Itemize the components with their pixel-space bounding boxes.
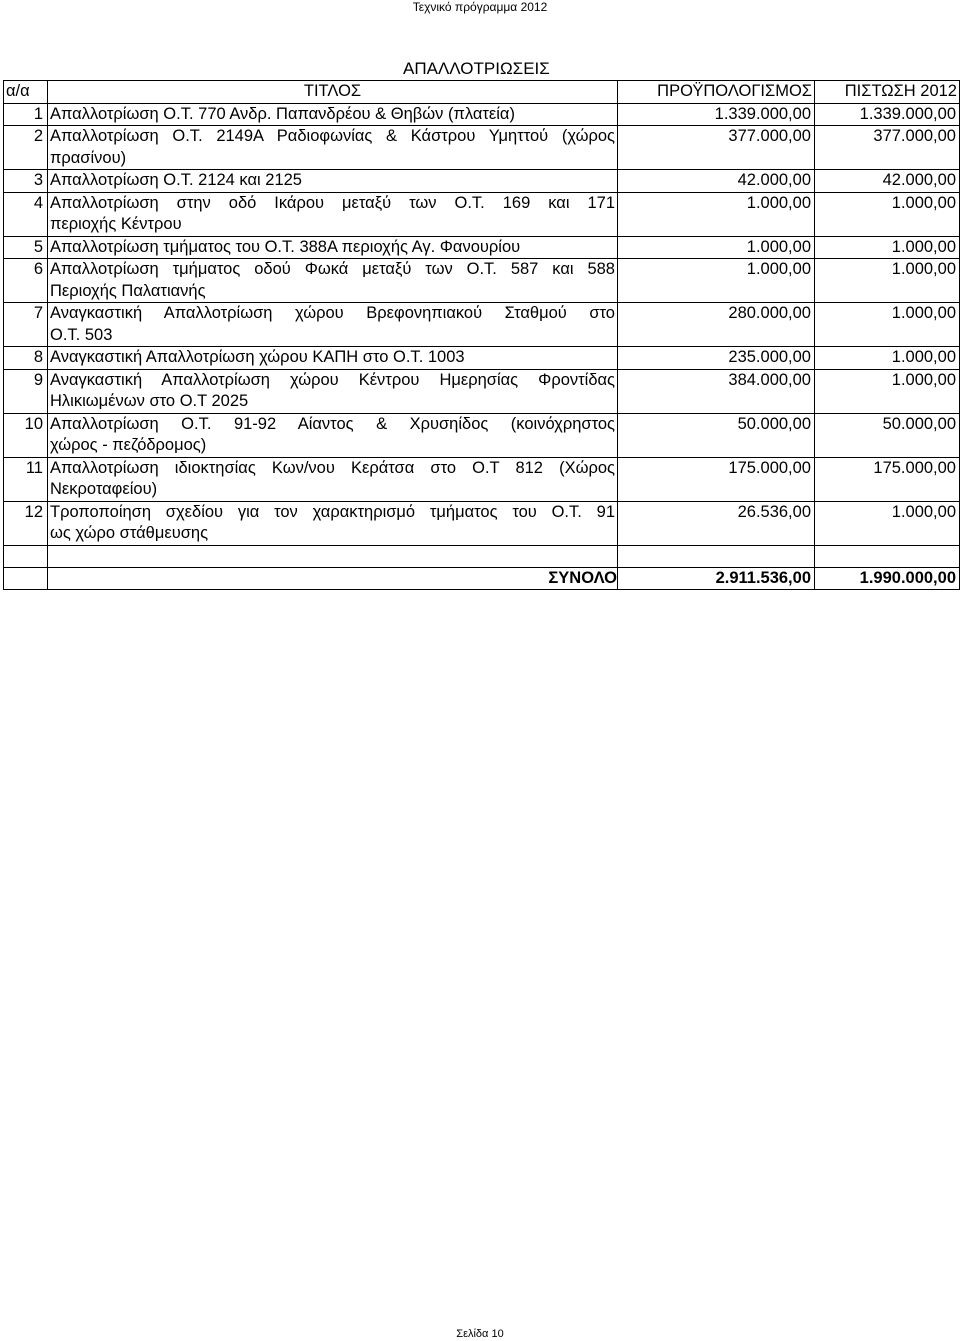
total-credit: 1.990.000,00 xyxy=(815,567,960,590)
row-title-line: πρασίνου) xyxy=(50,148,127,167)
document-title: ΑΠΑΛΛΟΤΡΙΩΣΕΙΣ xyxy=(403,59,550,78)
row-title xyxy=(48,303,618,347)
row-title-line: χώρος - πεζόδρομος) xyxy=(50,436,207,454)
row-budget: 26.536,00 xyxy=(618,501,815,545)
table-row xyxy=(4,457,960,501)
row-title xyxy=(48,236,618,259)
table-row xyxy=(4,501,960,545)
total-budget: 2.911.536,00 xyxy=(618,567,815,590)
row-budget: 280.000,00 xyxy=(618,303,815,347)
row-title-line: ως χώρο στάθμευσης xyxy=(50,524,209,542)
table-row xyxy=(4,413,960,457)
column-header-num: α/α xyxy=(4,81,48,104)
row-title xyxy=(48,501,618,545)
row-budget: 235.000,00 xyxy=(618,347,815,370)
table-row xyxy=(4,369,960,413)
row-title-line: Τροποποίηση σχεδίου για τον χαρακτηρισμό τμήματος του Ο.Τ. 91 xyxy=(50,502,615,521)
row-title xyxy=(48,170,618,193)
row-credit: 1.000,00 xyxy=(815,501,960,545)
row-credit: 1.339.000,00 xyxy=(815,103,960,126)
row-number: 11 xyxy=(4,457,48,501)
row-budget: 1.000,00 xyxy=(618,259,815,303)
expropriations-table xyxy=(3,80,960,590)
row-credit: 1.000,00 xyxy=(815,259,960,303)
row-number: 4 xyxy=(4,192,48,236)
row-title-line: Απαλλοτρίωση Ο.Τ. 770 Ανδρ. Παπανδρέου & Θηβών (πλατεία) xyxy=(50,104,515,123)
row-title xyxy=(48,347,618,370)
row-number: 2 xyxy=(4,126,48,170)
table-row xyxy=(4,103,960,126)
row-credit: 1.000,00 xyxy=(815,303,960,347)
row-budget: 175.000,00 xyxy=(618,457,815,501)
table-row xyxy=(4,126,960,170)
row-title xyxy=(48,103,618,126)
column-header-budget: ΠΡΟΫΠΟΛΟΓΙΣΜΟΣ xyxy=(618,81,815,104)
page-footer: Σελίδα 10 xyxy=(456,1328,504,1340)
row-title-line: Περιοχής Παλατιανής xyxy=(50,281,206,300)
row-number: 8 xyxy=(4,347,48,370)
table-row xyxy=(4,236,960,259)
row-title-line: Απαλλοτρίωση τμήματος του Ο.Τ. 388Α περιοχής Αγ. Φανουρίου xyxy=(50,237,521,256)
row-title-line: Απαλλοτρίωση ιδιοκτησίας Κων/νου Κεράτσα στο Ο.Τ 812 (Χώρος xyxy=(50,458,615,477)
row-number: 1 xyxy=(4,103,48,126)
row-title-line: Απαλλοτρίωση στην οδό Ικάρου μεταξύ των Ο.Τ. 169 και 171 xyxy=(50,193,615,212)
row-title-line: Ο.Τ. 503 xyxy=(50,325,113,344)
row-title xyxy=(48,259,618,303)
total-row xyxy=(4,567,960,590)
spacer-row xyxy=(4,545,960,567)
table-row xyxy=(4,347,960,370)
row-budget: 42.000,00 xyxy=(618,170,815,193)
row-title-line: Αναγκαστική Απαλλοτρίωση χώρου Κέντρου Ημερησίας Φροντίδας xyxy=(50,370,615,389)
row-credit: 1.000,00 xyxy=(815,369,960,413)
table-row xyxy=(4,259,960,303)
row-budget: 377.000,00 xyxy=(618,126,815,170)
row-title-line: Απαλλοτρίωση Ο.Τ. 91-92 Αίαντος & Χρυσηίδος (κοινόχρηστος xyxy=(50,414,615,433)
row-credit: 1.000,00 xyxy=(815,347,960,370)
row-number: 5 xyxy=(4,236,48,259)
table-row xyxy=(4,170,960,193)
row-budget: 1.000,00 xyxy=(618,236,815,259)
row-title xyxy=(48,192,618,236)
row-credit: 42.000,00 xyxy=(815,170,960,193)
row-credit: 1.000,00 xyxy=(815,236,960,259)
row-number: 10 xyxy=(4,413,48,457)
row-title xyxy=(48,457,618,501)
row-budget: 1.339.000,00 xyxy=(618,103,815,126)
row-credit: 175.000,00 xyxy=(815,457,960,501)
table-header-row xyxy=(4,81,960,104)
table-row xyxy=(4,192,960,236)
table-body xyxy=(4,103,960,545)
row-title xyxy=(48,413,618,457)
row-title-line: Απαλλοτρίωση Ο.Τ. 2149Α Ραδιοφωνίας & Κάστρου Υμηττού (χώρος xyxy=(50,127,615,145)
row-title xyxy=(48,369,618,413)
column-header-title: ΤΙΤΛΟΣ xyxy=(48,81,618,104)
row-title-line: Αναγκαστική Απαλλοτρίωση χώρου Βρεφονηπιακού Σταθμού στο xyxy=(50,304,615,322)
row-number: 12 xyxy=(4,501,48,545)
row-title-line: Αναγκαστική Απαλλοτρίωση χώρου ΚΑΠΗ στο Ο.Τ. 1003 xyxy=(50,348,465,366)
total-label: ΣΥΝΟΛΟ xyxy=(48,567,618,590)
table-row xyxy=(4,303,960,347)
column-header-credit: ΠΙΣΤΩΣΗ 2012 xyxy=(815,81,960,104)
row-budget: 384.000,00 xyxy=(618,369,815,413)
page-header: Τεχνικό πρόγραμμα 2012 xyxy=(412,0,548,14)
row-number: 6 xyxy=(4,259,48,303)
row-budget: 1.000,00 xyxy=(618,192,815,236)
row-budget: 50.000,00 xyxy=(618,413,815,457)
row-title-line: Ηλικιωμένων στο Ο.Τ 2025 xyxy=(50,392,249,410)
row-title-line: Απαλλοτρίωση Ο.Τ. 2124 και 2125 xyxy=(50,171,302,189)
row-title xyxy=(48,126,618,170)
row-title-line: περιοχής Κέντρου xyxy=(50,215,182,233)
row-title-line: Νεκροταφείου) xyxy=(50,480,158,498)
row-credit: 1.000,00 xyxy=(815,192,960,236)
row-number: 7 xyxy=(4,303,48,347)
row-number: 9 xyxy=(4,369,48,413)
row-number: 3 xyxy=(4,170,48,193)
row-title-line: Απαλλοτρίωση τμήματος οδού Φωκά μεταξύ των Ο.Τ. 587 και 588 xyxy=(50,260,615,278)
row-credit: 50.000,00 xyxy=(815,413,960,457)
row-credit: 377.000,00 xyxy=(815,126,960,170)
